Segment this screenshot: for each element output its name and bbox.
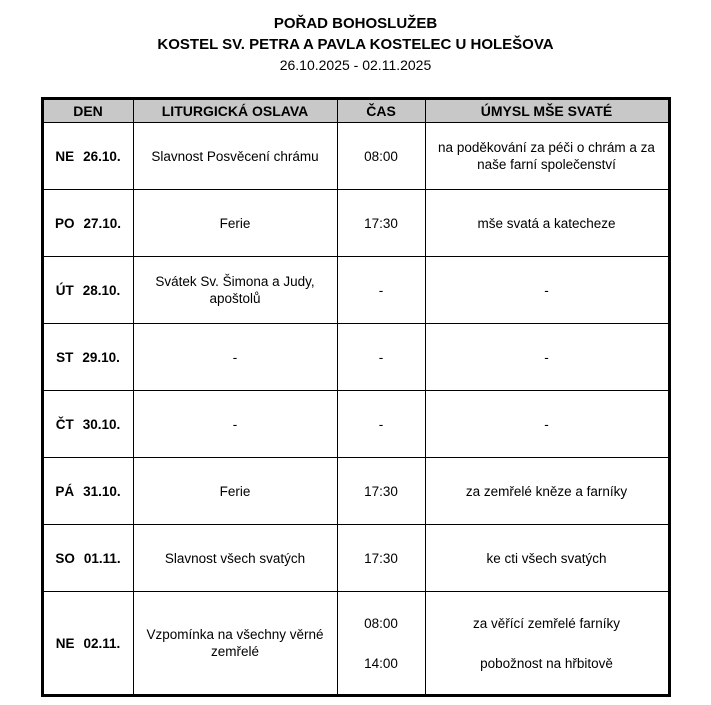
intention-value: mše svatá a katecheze xyxy=(477,215,616,231)
celebration-text: Ferie xyxy=(219,215,251,231)
day-cell xyxy=(42,391,133,458)
schedule-table xyxy=(41,97,671,697)
day-abbrev: PO xyxy=(54,215,75,231)
schedule-body xyxy=(42,123,669,696)
time-cell xyxy=(337,458,425,525)
col-header-den: DEN xyxy=(42,99,133,123)
day-cell xyxy=(42,458,133,525)
intention-value: - xyxy=(544,416,549,432)
celebration-cell xyxy=(133,190,337,257)
celebration-text: - xyxy=(232,349,238,365)
time-cell xyxy=(337,324,425,391)
day-abbrev: ST xyxy=(56,349,74,365)
day-date: 02.11. xyxy=(83,635,121,651)
intention-value: za zemřelé kněze a farníky xyxy=(465,483,628,499)
table-row xyxy=(42,324,669,391)
time-value: - xyxy=(378,349,384,365)
day-cell xyxy=(42,525,133,592)
day-date: 29.10. xyxy=(82,349,120,365)
day-date: 01.11. xyxy=(83,550,121,566)
time-value: 17:30 xyxy=(364,550,398,566)
time-value: 17:30 xyxy=(364,215,398,231)
page-title: POŘAD BOHOSLUŽEB xyxy=(273,15,438,32)
table-row xyxy=(42,458,669,525)
intention-value: za věřící zemřelé farníky xyxy=(472,615,621,631)
day-date: 30.10. xyxy=(82,416,121,432)
intention-cell xyxy=(425,525,669,592)
celebration-text: Svátek Sv. Šimona a Judy, apoštolů xyxy=(155,274,315,306)
time-cell xyxy=(337,592,425,696)
church-name: KOSTEL SV. PETRA A PAVLA KOSTELEC U HOLEŠOVA xyxy=(157,36,554,53)
day-abbrev: ÚT xyxy=(55,282,74,298)
day-date: 28.10. xyxy=(82,282,121,298)
time-value: 14:00 xyxy=(364,655,398,671)
celebration-cell xyxy=(133,324,337,391)
day-cell xyxy=(42,324,133,391)
time-value: 08:00 xyxy=(364,148,398,164)
day-date: 27.10. xyxy=(83,215,122,231)
celebration-text: Vzpomínka na všechny věrné zemřelé xyxy=(146,627,324,659)
celebration-cell xyxy=(133,458,337,525)
intention-value: pobožnost na hřbitově xyxy=(480,655,613,671)
celebration-cell xyxy=(133,525,337,592)
intention-cell xyxy=(425,123,669,190)
day-abbrev: NE xyxy=(55,148,75,164)
intention-value: ke cti všech svatých xyxy=(486,550,607,566)
celebration-text: Ferie xyxy=(219,483,251,499)
table-row xyxy=(42,257,669,324)
intention-cell xyxy=(425,324,669,391)
intention-cell xyxy=(425,257,669,324)
celebration-cell xyxy=(133,391,337,458)
date-range: 26.10.2025 - 02.11.2025 xyxy=(279,57,432,73)
intention-value: na poděkování za péči o chrám a za naše farní společenství xyxy=(438,140,655,172)
intention-cell xyxy=(425,592,669,696)
intention-cell xyxy=(425,391,669,458)
intention-cell xyxy=(425,458,669,525)
celebration-cell xyxy=(133,257,337,324)
intention-cell xyxy=(425,190,669,257)
celebration-cell xyxy=(133,592,337,696)
day-date: 31.10. xyxy=(83,483,121,499)
celebration-text: Slavnost Posvěcení chrámu xyxy=(151,148,319,164)
time-cell xyxy=(337,123,425,190)
time-cell xyxy=(337,257,425,324)
time-value: - xyxy=(378,416,384,432)
day-date: 26.10. xyxy=(83,148,121,164)
table-row xyxy=(42,190,669,257)
day-cell xyxy=(42,257,133,324)
day-abbrev: NE xyxy=(55,635,75,651)
table-row xyxy=(42,525,669,592)
time-value: 17:30 xyxy=(364,483,398,499)
time-value: - xyxy=(378,282,384,298)
time-cell xyxy=(337,190,425,257)
time-value: 08:00 xyxy=(364,615,398,631)
day-cell xyxy=(42,123,133,190)
col-header-cas: ČAS xyxy=(337,99,425,123)
day-abbrev: ČT xyxy=(55,416,74,432)
celebration-text: Slavnost všech svatých xyxy=(164,550,306,566)
intention-value: - xyxy=(544,282,549,298)
time-cell xyxy=(337,391,425,458)
col-header-umysl: ÚMYSL MŠE SVATÉ xyxy=(425,99,669,123)
celebration-text: - xyxy=(232,416,238,432)
day-cell xyxy=(42,592,133,696)
col-header-liturgicka-oslava: LITURGICKÁ OSLAVA xyxy=(133,99,337,123)
table-row xyxy=(42,391,669,458)
table-row xyxy=(42,592,669,696)
time-cell xyxy=(337,525,425,592)
celebration-cell xyxy=(133,123,337,190)
table-row xyxy=(42,123,669,190)
day-abbrev: SO xyxy=(55,550,75,566)
day-cell xyxy=(42,190,133,257)
header-row xyxy=(42,99,669,123)
intention-value: - xyxy=(544,349,549,365)
document-header xyxy=(0,14,711,75)
day-abbrev: PÁ xyxy=(55,483,75,499)
